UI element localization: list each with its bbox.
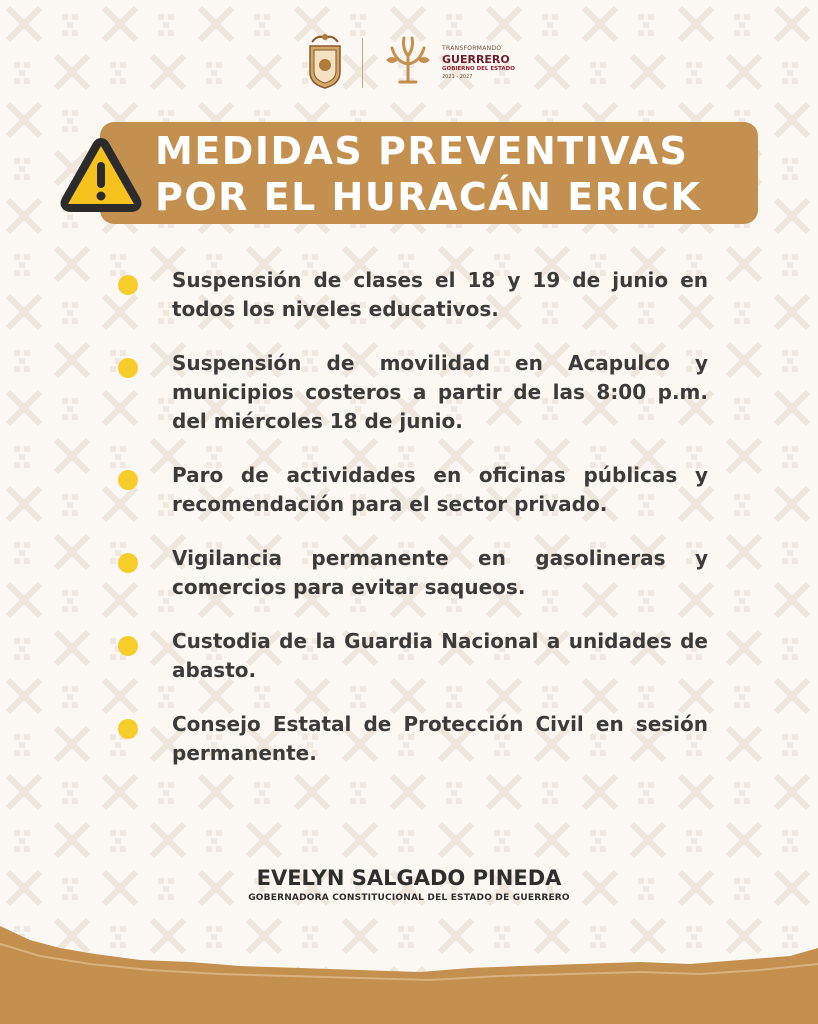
list-item [118,627,708,685]
bullet-dot-icon [118,275,138,295]
bottom-torn-edge [0,918,818,1024]
signature-role: GOBERNADORA CONSTITUCIONAL DEL ESTADO DE GUERRERO [248,893,570,903]
state-seal-icon [304,32,346,90]
page-title [155,128,755,220]
measure-text: Suspensión de movilidad en Acapulco y municipios costeros a partir de las 8:00 p.m. del miércoles 18 de junio. [172,351,708,433]
measure-text: Suspensión de clases el 18 y 19 de junio en todos los niveles educativos. [172,268,708,321]
header-logos [300,30,540,96]
list-item [118,710,708,768]
brand-big-text: GUERRERO [442,53,510,66]
measure-text: Consejo Estatal de Protección Civil en sesión permanente. [172,712,708,765]
bullet-dot-icon [118,470,138,490]
brand-text [442,46,515,80]
measures-list [118,266,708,793]
bullet-dot-icon [118,719,138,739]
brand-small-text: TRANSFORMANDO [442,45,502,52]
warning-icon [58,134,144,214]
measure-text: Paro de actividades en oficinas públicas y recomendación para el sector privado. [172,463,708,516]
tree-logo-icon [382,34,434,86]
title-line-2: POR EL HURACÁN ERICK [155,175,702,219]
measure-text: Custodia de la Guardia Nacional a unidades de abasto. [172,629,708,682]
title-line-1: MEDIDAS PREVENTIVAS [155,129,689,173]
list-item [118,349,708,436]
logo-divider [362,38,363,88]
bullet-dot-icon [118,358,138,378]
signature-name: EVELYN SALGADO PINEDA [256,866,562,890]
measure-text: Vigilancia permanente en gasolineras y comercios para evitar saqueos. [172,546,708,599]
bullet-dot-icon [118,636,138,656]
bullet-dot-icon [118,553,138,573]
period-text: 2021 - 2027 [442,73,473,80]
list-item [118,266,708,324]
government-text: GOBIERNO DEL ESTADO [442,66,515,72]
list-item [118,544,708,602]
list-item [118,461,708,519]
